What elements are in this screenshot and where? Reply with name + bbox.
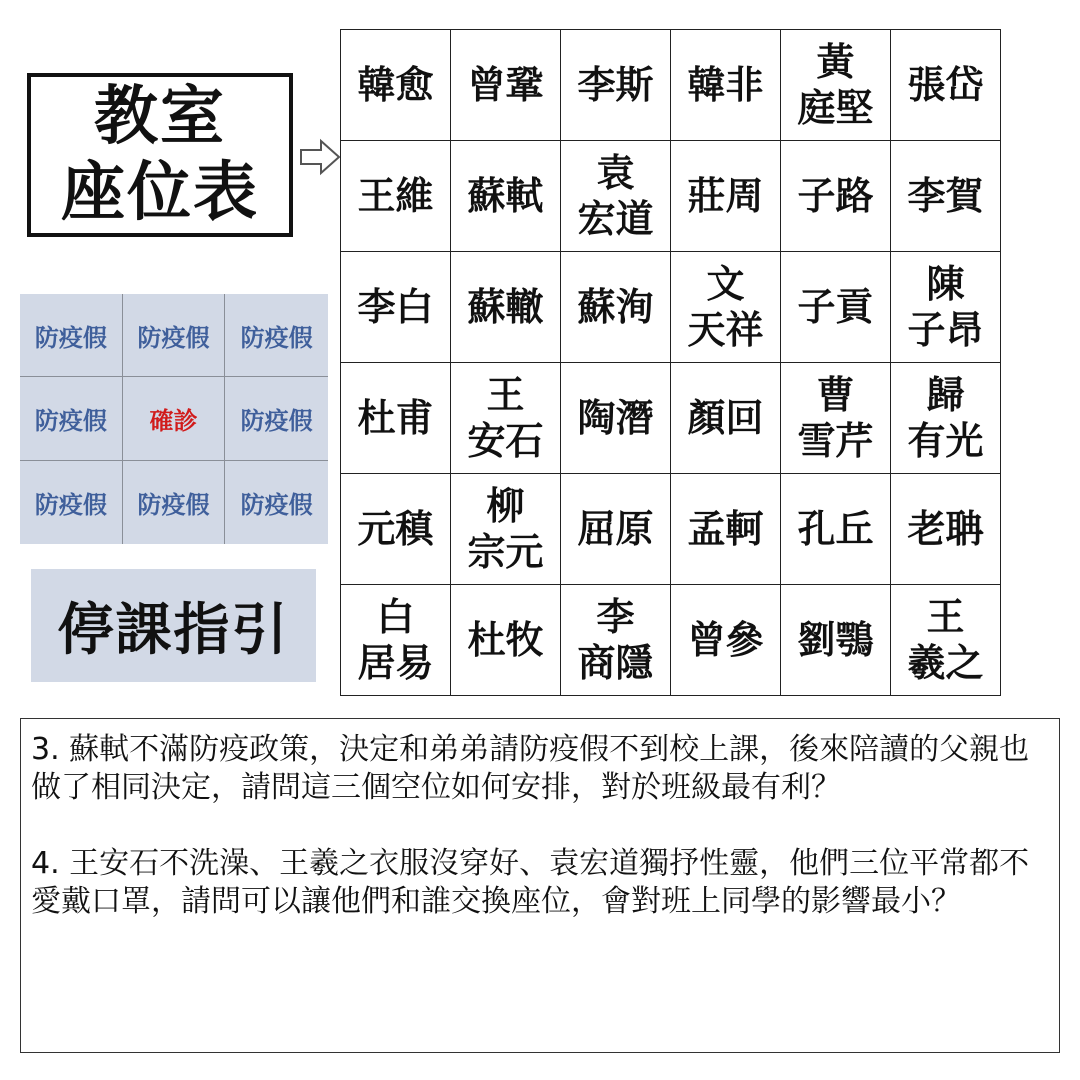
title-line-2: 座位表 (61, 155, 259, 230)
seat-cell (781, 141, 891, 252)
seat-name: 柳 (486, 483, 525, 528)
quarantine-grid (20, 294, 328, 544)
seat-name: 張岱 (907, 62, 984, 107)
seat-cell (561, 141, 671, 252)
seat-cell (451, 141, 561, 252)
seat-name: 李賀 (907, 173, 984, 218)
seat-name: 蘇洵 (577, 284, 654, 329)
seat-name: 蘇軾 (467, 173, 544, 218)
seat-cell (671, 585, 781, 696)
seat-name: 天祥 (687, 307, 764, 352)
seat-row (341, 141, 1001, 252)
seat-cell (781, 585, 891, 696)
seat-cell (451, 585, 561, 696)
seat-name: 陶潛 (577, 395, 654, 440)
seat-name: 杜牧 (467, 617, 544, 662)
seat-cell (561, 585, 671, 696)
seating-chart-title (27, 73, 293, 237)
quarantine-leave-cell: 防疫假 (240, 489, 313, 519)
seat-cell (781, 474, 891, 585)
seat-name: 杜甫 (357, 395, 434, 440)
quarantine-leave-cell: 防疫假 (123, 461, 226, 544)
seat-name: 子貢 (797, 284, 874, 329)
seat-name: 王維 (357, 173, 434, 218)
seat-cell (891, 252, 1001, 363)
seat-cell (341, 474, 451, 585)
seat-name: 劉鶚 (797, 617, 874, 662)
seat-cell (451, 363, 561, 474)
seat-name: 居易 (357, 640, 434, 685)
seat-cell (891, 30, 1001, 141)
seat-cell (891, 474, 1001, 585)
seat-name: 袁 (596, 150, 635, 195)
title-line-1: 教室 (94, 79, 226, 154)
quarantine-leave-cell: 防疫假 (20, 461, 123, 544)
quarantine-leave-cell: 防疫假 (123, 294, 226, 377)
seat-name: 顏回 (687, 395, 764, 440)
seat-name: 子路 (797, 173, 874, 218)
seat-row (341, 252, 1001, 363)
seat-name: 韓非 (687, 62, 764, 107)
quarantine-leave-cell: 防疫假 (225, 294, 328, 377)
seat-cell (671, 141, 781, 252)
seat-name: 子昂 (907, 307, 984, 352)
seat-name: 李斯 (577, 62, 654, 107)
seat-name: 雪芹 (797, 418, 874, 463)
seat-row (341, 30, 1001, 141)
seat-name: 蘇轍 (467, 284, 544, 329)
quarantine-leave-cell: 防疫假 (20, 294, 123, 377)
seat-name: 安石 (467, 418, 544, 463)
seat-name: 羲之 (907, 640, 984, 685)
seat-row (341, 474, 1001, 585)
seat-name: 屈原 (577, 506, 654, 551)
seat-row (341, 585, 1001, 696)
seat-cell (341, 363, 451, 474)
seat-name: 歸 (926, 372, 965, 417)
seat-name: 韓愈 (357, 62, 434, 107)
seat-cell (561, 252, 671, 363)
seat-name: 元稹 (357, 506, 434, 551)
quarantine-leave-cell: 防疫假 (20, 377, 123, 460)
seat-cell (451, 474, 561, 585)
confirmed-cell: 確診 (123, 377, 226, 460)
seat-name: 文 (706, 261, 745, 306)
seat-name: 曹 (816, 372, 855, 417)
seat-name: 商隱 (577, 640, 654, 685)
seat-cell (781, 30, 891, 141)
questions-box (20, 718, 1060, 1053)
seat-cell (341, 585, 451, 696)
seat-name: 黃 (816, 39, 855, 84)
seat-cell (671, 252, 781, 363)
seat-name: 白 (376, 594, 415, 639)
seat-cell (561, 363, 671, 474)
seat-name: 李白 (357, 284, 434, 329)
seat-name: 莊周 (687, 173, 764, 218)
seat-cell (451, 252, 561, 363)
question-3: 3. 蘇軾不滿防疫政策，決定和弟弟請防疫假不到校上課，後來陪讀的父親也做了相同決定，請問這三個空位如何安排，對於班級最有利？ (31, 732, 1030, 805)
seat-name: 孔丘 (797, 506, 874, 551)
seat-name: 老聃 (907, 506, 984, 551)
seat-cell (781, 252, 891, 363)
seat-cell (561, 474, 671, 585)
question-4: 4. 王安石不洗澡、王羲之衣服沒穿好、袁宏道獨抒性靈，他們三位平常都不愛戴口罩，請問可以讓他們和誰交換座位，會對班上同學的影響最小？ (31, 846, 1030, 919)
class-suspension-guide-button[interactable]: 停課指引 (31, 569, 316, 682)
seat-row (341, 363, 1001, 474)
seat-cell (671, 30, 781, 141)
seat-name: 王 (926, 594, 965, 639)
seat-cell (671, 363, 781, 474)
seat-cell (891, 363, 1001, 474)
seat-name: 王 (486, 372, 525, 417)
seat-cell (341, 30, 451, 141)
seat-grid (340, 29, 1001, 696)
seat-cell (671, 474, 781, 585)
quarantine-leave-cell: 防疫假 (225, 377, 328, 460)
seat-cell (891, 585, 1001, 696)
seat-name: 曾鞏 (467, 62, 544, 107)
seat-cell (341, 252, 451, 363)
seat-cell (341, 141, 451, 252)
right-arrow-icon (299, 138, 341, 176)
seat-name: 庭堅 (797, 85, 874, 130)
seat-name: 孟軻 (687, 506, 764, 551)
seat-cell (451, 30, 561, 141)
seat-name: 有光 (907, 418, 984, 463)
seat-name: 李 (596, 594, 635, 639)
seat-cell (781, 363, 891, 474)
seat-name: 宗元 (467, 529, 544, 574)
seat-name: 陳 (926, 261, 965, 306)
seat-cell (891, 141, 1001, 252)
seat-name: 宏道 (577, 196, 654, 241)
seat-cell (561, 30, 671, 141)
seat-name: 曾參 (687, 617, 764, 662)
